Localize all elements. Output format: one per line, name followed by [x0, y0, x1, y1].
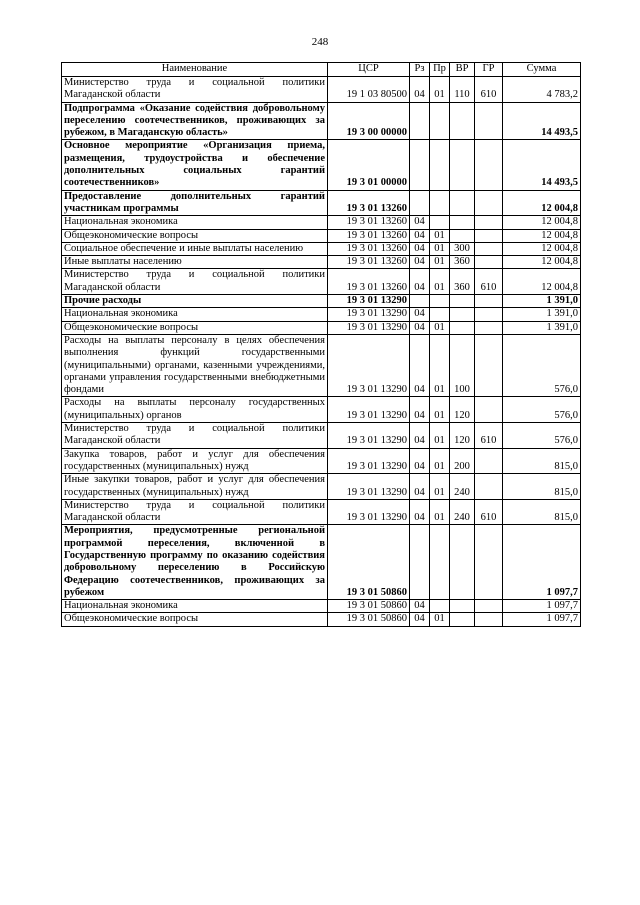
cell-csr: 19 3 01 13260 [328, 269, 410, 295]
cell-sum: 14 493,5 [503, 102, 581, 140]
cell-gr [475, 242, 503, 255]
cell-sum: 12 004,8 [503, 256, 581, 269]
cell-vr: 100 [450, 334, 475, 396]
cell-rz: 04 [410, 613, 430, 626]
cell-csr: 19 3 01 13290 [328, 321, 410, 334]
cell-pr: 01 [430, 499, 450, 525]
cell-vr [450, 190, 475, 216]
cell-sum: 1 391,0 [503, 308, 581, 321]
cell-sum: 4 783,2 [503, 77, 581, 103]
cell-pr [430, 308, 450, 321]
cell-gr [475, 397, 503, 423]
table-row [62, 308, 581, 321]
cell-rz: 04 [410, 308, 430, 321]
cell-pr: 01 [430, 229, 450, 242]
cell-pr: 01 [430, 613, 450, 626]
table-row [62, 525, 581, 600]
cell-pr [430, 190, 450, 216]
cell-name: Министерство труда и социальной политики Магаданской области [62, 77, 328, 103]
table-body [62, 77, 581, 627]
cell-pr: 01 [430, 397, 450, 423]
table-row [62, 423, 581, 449]
header-pr: Пр [430, 63, 450, 77]
cell-name: Расходы на выплаты персоналу государственных (муниципальных) органов [62, 397, 328, 423]
cell-sum: 815,0 [503, 499, 581, 525]
cell-gr [475, 102, 503, 140]
cell-vr [450, 308, 475, 321]
cell-csr: 19 3 01 13290 [328, 474, 410, 500]
table-row [62, 600, 581, 613]
cell-rz [410, 295, 430, 308]
cell-name: Основное мероприятие «Организация приема, размещения, трудоустройства и обеспечение дополнительных социальных гарантий соотечественников» [62, 140, 328, 190]
cell-vr [450, 102, 475, 140]
cell-name: Иные выплаты населению [62, 256, 328, 269]
cell-vr [450, 600, 475, 613]
cell-rz: 04 [410, 256, 430, 269]
cell-rz: 04 [410, 216, 430, 229]
cell-sum: 815,0 [503, 448, 581, 474]
table-row [62, 229, 581, 242]
table-row [62, 77, 581, 103]
cell-vr [450, 525, 475, 600]
cell-sum: 12 004,8 [503, 269, 581, 295]
cell-gr [475, 216, 503, 229]
cell-name: Общеэкономические вопросы [62, 321, 328, 334]
cell-vr: 240 [450, 474, 475, 500]
cell-name: Социальное обеспечение и иные выплаты населению [62, 242, 328, 255]
header-name: Наименование [62, 63, 328, 77]
cell-csr: 19 3 01 13290 [328, 423, 410, 449]
cell-sum: 14 493,5 [503, 140, 581, 190]
cell-vr: 300 [450, 242, 475, 255]
cell-gr: 610 [475, 77, 503, 103]
cell-csr: 19 3 01 13290 [328, 334, 410, 396]
cell-csr: 19 1 03 80500 [328, 77, 410, 103]
cell-pr [430, 140, 450, 190]
header-gr: ГР [475, 63, 503, 77]
cell-rz: 04 [410, 229, 430, 242]
cell-vr: 110 [450, 77, 475, 103]
cell-rz: 04 [410, 269, 430, 295]
cell-gr [475, 334, 503, 396]
cell-rz: 04 [410, 474, 430, 500]
cell-vr: 360 [450, 269, 475, 295]
cell-pr [430, 216, 450, 229]
cell-rz [410, 525, 430, 600]
cell-csr: 19 3 01 50860 [328, 613, 410, 626]
cell-sum: 12 004,8 [503, 242, 581, 255]
cell-csr: 19 3 01 13290 [328, 397, 410, 423]
table-row [62, 216, 581, 229]
cell-vr: 240 [450, 499, 475, 525]
cell-rz: 04 [410, 397, 430, 423]
cell-name: Мероприятия, предусмотренные региональной программой переселения, включенной в Государственную программу по оказанию содействия добровольному переселению в Российскую Федерацию соотечественников, проживающих за рубежом [62, 525, 328, 600]
cell-gr: 610 [475, 499, 503, 525]
cell-name: Министерство труда и социальной политики Магаданской области [62, 269, 328, 295]
table-row [62, 474, 581, 500]
cell-gr [475, 229, 503, 242]
cell-sum: 815,0 [503, 474, 581, 500]
cell-csr: 19 3 01 50860 [328, 525, 410, 600]
cell-name: Национальная экономика [62, 600, 328, 613]
cell-vr: 120 [450, 397, 475, 423]
header-vr: ВР [450, 63, 475, 77]
cell-sum: 576,0 [503, 397, 581, 423]
cell-csr: 19 3 01 13290 [328, 295, 410, 308]
cell-name: Подпрограмма «Оказание содействия добровольному переселению соотечественников, проживающих за рубежом, в Магаданскую область» [62, 102, 328, 140]
table-row [62, 499, 581, 525]
page-number: 248 [311, 36, 329, 48]
cell-pr [430, 600, 450, 613]
cell-csr: 19 3 01 13260 [328, 229, 410, 242]
cell-gr [475, 308, 503, 321]
table-row [62, 613, 581, 626]
cell-pr: 01 [430, 242, 450, 255]
cell-pr: 01 [430, 474, 450, 500]
cell-rz: 04 [410, 334, 430, 396]
cell-csr: 19 3 01 00000 [328, 140, 410, 190]
cell-gr [475, 256, 503, 269]
cell-name: Иные закупки товаров, работ и услуг для обеспечения государственных (муниципальных) нужд [62, 474, 328, 500]
cell-csr: 19 3 01 50860 [328, 600, 410, 613]
cell-gr [475, 295, 503, 308]
cell-sum: 1 097,7 [503, 613, 581, 626]
cell-csr: 19 3 01 13260 [328, 256, 410, 269]
table-row [62, 321, 581, 334]
table-row [62, 256, 581, 269]
cell-pr [430, 102, 450, 140]
cell-vr [450, 216, 475, 229]
cell-pr [430, 525, 450, 600]
cell-sum: 576,0 [503, 334, 581, 396]
cell-rz: 04 [410, 423, 430, 449]
cell-csr: 19 3 00 00000 [328, 102, 410, 140]
table-row [62, 140, 581, 190]
table-header-row [62, 63, 581, 77]
cell-gr [475, 613, 503, 626]
cell-vr: 120 [450, 423, 475, 449]
cell-name: Общеэкономические вопросы [62, 229, 328, 242]
cell-csr: 19 3 01 13290 [328, 448, 410, 474]
cell-rz: 04 [410, 499, 430, 525]
cell-vr: 360 [450, 256, 475, 269]
cell-rz: 04 [410, 77, 430, 103]
cell-name: Национальная экономика [62, 216, 328, 229]
cell-sum: 12 004,8 [503, 229, 581, 242]
cell-vr [450, 321, 475, 334]
table-row [62, 269, 581, 295]
cell-sum: 1 391,0 [503, 295, 581, 308]
cell-csr: 19 3 01 13260 [328, 190, 410, 216]
cell-rz: 04 [410, 321, 430, 334]
cell-name: Расходы на выплаты персоналу в целях обеспечения выполнения функций государственными (муниципальными) органами, казенными учреждениями, органами управления государственными внебюджетными фондами [62, 334, 328, 396]
cell-gr [475, 474, 503, 500]
cell-gr [475, 448, 503, 474]
table-row [62, 448, 581, 474]
cell-name: Закупка товаров, работ и услуг для обеспечения государственных (муниципальных) нужд [62, 448, 328, 474]
cell-sum: 1 097,7 [503, 525, 581, 600]
cell-vr [450, 140, 475, 190]
table-row [62, 397, 581, 423]
cell-rz: 04 [410, 448, 430, 474]
cell-sum: 12 004,8 [503, 216, 581, 229]
cell-gr [475, 525, 503, 600]
cell-csr: 19 3 01 13290 [328, 499, 410, 525]
cell-gr [475, 321, 503, 334]
cell-vr: 200 [450, 448, 475, 474]
budget-table [61, 62, 581, 627]
cell-name: Министерство труда и социальной политики Магаданской области [62, 423, 328, 449]
header-csr: ЦСР [328, 63, 410, 77]
table-row [62, 242, 581, 255]
table-row [62, 334, 581, 396]
cell-name: Предоставление дополнительных гарантий участникам программы [62, 190, 328, 216]
cell-vr [450, 295, 475, 308]
cell-gr [475, 190, 503, 216]
cell-name: Прочие расходы [62, 295, 328, 308]
table-row [62, 295, 581, 308]
cell-pr: 01 [430, 77, 450, 103]
cell-gr [475, 600, 503, 613]
cell-sum: 576,0 [503, 423, 581, 449]
cell-csr: 19 3 01 13290 [328, 308, 410, 321]
cell-sum: 12 004,8 [503, 190, 581, 216]
table-row [62, 190, 581, 216]
cell-vr [450, 229, 475, 242]
cell-rz: 04 [410, 600, 430, 613]
cell-csr: 19 3 01 13260 [328, 216, 410, 229]
cell-vr [450, 613, 475, 626]
header-rz: Рз [410, 63, 430, 77]
cell-sum: 1 097,7 [503, 600, 581, 613]
cell-gr: 610 [475, 423, 503, 449]
cell-gr [475, 140, 503, 190]
cell-csr: 19 3 01 13260 [328, 242, 410, 255]
cell-pr: 01 [430, 321, 450, 334]
cell-gr: 610 [475, 269, 503, 295]
cell-sum: 1 391,0 [503, 321, 581, 334]
cell-pr: 01 [430, 448, 450, 474]
cell-name: Общеэкономические вопросы [62, 613, 328, 626]
cell-pr [430, 295, 450, 308]
cell-pr: 01 [430, 423, 450, 449]
cell-pr: 01 [430, 269, 450, 295]
cell-rz [410, 140, 430, 190]
header-sum: Сумма [503, 63, 581, 77]
cell-rz [410, 190, 430, 216]
cell-rz: 04 [410, 242, 430, 255]
cell-pr: 01 [430, 256, 450, 269]
cell-pr: 01 [430, 334, 450, 396]
cell-name: Министерство труда и социальной политики Магаданской области [62, 499, 328, 525]
cell-name: Национальная экономика [62, 308, 328, 321]
table-row [62, 102, 581, 140]
cell-rz [410, 102, 430, 140]
